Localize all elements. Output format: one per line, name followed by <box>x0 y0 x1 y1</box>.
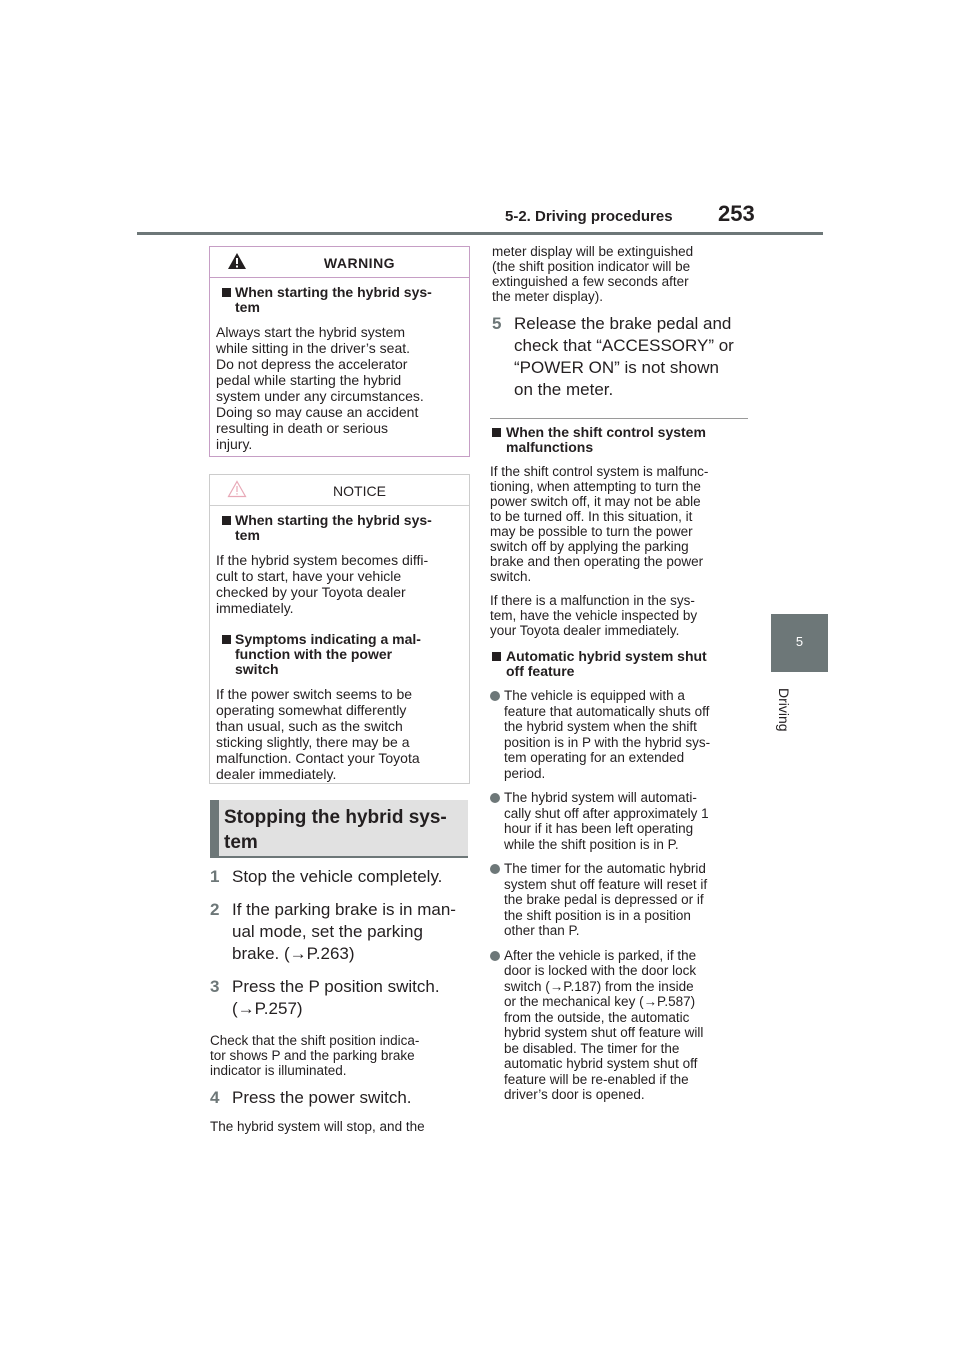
continued-text: meter display will be extinguished (the shift position indicator will be extinguished a few seconds after the meter display). <box>492 244 694 304</box>
page-number: 253 <box>718 201 755 226</box>
section-title: 5-2. Driving procedures <box>505 208 673 225</box>
step-number: 5 <box>492 314 502 333</box>
notice-subheading-text: Symptoms indicating a mal- function with the power switch <box>235 631 421 677</box>
notice-subheading-2 <box>216 632 463 677</box>
step-number: 4 <box>210 1088 220 1107</box>
step-text: Stop the vehicle completely. <box>232 867 443 886</box>
subheading-text: Automatic hybrid system shut off feature <box>506 648 707 679</box>
step-number: 3 <box>210 977 220 996</box>
shift-malfunction-subheading <box>490 425 752 455</box>
step-text: Press the P position switch. (→P.257) <box>232 977 440 1018</box>
bullet-item <box>490 790 752 852</box>
step-4 <box>210 1087 472 1109</box>
shift-malfunction-p1: If the shift control system is malfunc- tioning, when attempting to turn the power switch off, it may not be able to be turned off. In this situation, it may be possible to turn the power switch off by applying the parking brake and then operating the power switch. <box>490 464 709 584</box>
bullet-item <box>490 688 752 781</box>
bullet-text: The timer for the automatic hybrid system shut off feature will reset if the brake pedal is depressed or if the shift position is in a position other than P. <box>504 861 708 938</box>
notice-title: NOTICE <box>333 483 386 499</box>
bullet-dot-icon <box>490 864 500 874</box>
chapter-label-container <box>772 688 792 748</box>
step-text: Release the brake pedal and check that “ACCESSORY” or “POWER ON” is not shown on the meter. <box>514 314 734 399</box>
notice-body-2: If the power switch seems to be operating somewhat differently than usual, such as the switch sticking slightly, there may be a malfunction. Contact your Toyota dealer immediately. <box>216 686 420 782</box>
bullet-text: After the vehicle is parked, if the door is locked with the door lock switch (→P.187) from the inside or the mechanical key (→P.587) from the outside, the automatic hybrid system shut off feature will be disabled. The timer for the automatic hybrid system shut off feature will be re-enabled if the driver’s door is opened. <box>504 947 704 1102</box>
chapter-tab <box>771 614 828 672</box>
section-heading <box>210 800 468 858</box>
step-3 <box>210 976 472 1020</box>
step-4-note: The hybrid system will stop, and the <box>210 1119 425 1134</box>
square-bullet-icon <box>222 288 231 297</box>
warning-header <box>210 247 469 278</box>
auto-shutoff-subheading <box>490 649 752 679</box>
step-3-note: Check that the shift position indica- tor shows P and the parking brake indicator is illuminated. <box>210 1033 420 1078</box>
square-bullet-icon <box>492 428 501 437</box>
section-heading-text: Stopping the hybrid sys- tem <box>224 807 447 853</box>
col2-info <box>490 425 752 1103</box>
square-bullet-icon <box>222 516 231 525</box>
step-text: If the parking brake is in man- ual mode, set the parking brake. (→P.263) <box>232 900 456 963</box>
bullet-item <box>490 861 752 939</box>
col2-top <box>492 244 754 401</box>
warning-box <box>209 246 470 457</box>
bullet-item <box>490 948 752 1103</box>
notice-header <box>210 475 469 506</box>
warning-title: WARNING <box>323 255 396 271</box>
notice-body-1: If the hybrid system becomes diffi- cult to start, have your vehicle checked by your Toyota dealer immediately. <box>216 552 429 616</box>
step-2 <box>210 899 472 965</box>
steps-list <box>210 866 472 1134</box>
step-5 <box>492 313 754 401</box>
notice-subheading-text: When starting the hybrid sys- tem <box>235 512 432 543</box>
bullet-dot-icon <box>490 793 500 803</box>
chapter-number: 5 <box>795 634 804 649</box>
warning-subheading-text: When starting the hybrid sys- tem <box>235 284 432 315</box>
step-number: 1 <box>210 867 220 886</box>
warning-subheading <box>216 285 463 315</box>
chapter-label: Driving <box>776 688 792 732</box>
bullet-dot-icon <box>490 691 500 701</box>
notice-subheading-1 <box>216 513 463 543</box>
step-1 <box>210 866 472 888</box>
header-rule <box>137 232 823 235</box>
shift-malfunction-p2: If there is a malfunction in the sys- tem, have the vehicle inspected by your Toyota dealer immediately. <box>490 593 698 638</box>
square-bullet-icon <box>492 652 501 661</box>
divider <box>490 418 748 419</box>
notice-box <box>209 474 470 784</box>
heading-bar <box>210 800 219 856</box>
subheading-text: When the shift control system malfunctions <box>506 424 706 455</box>
bullet-dot-icon <box>490 951 500 961</box>
bullet-text: The hybrid system will automati- cally shut off after approximately 1 hour if it has been left operating while the shift position is in P. <box>504 790 709 852</box>
step-number: 2 <box>210 900 220 919</box>
step-text: Press the power switch. <box>232 1088 412 1107</box>
warning-body: Always start the hybrid system while sitting in the driver’s seat. Do not depress the accelerator pedal while starting the hybrid system under any circumstances. Doing so may cause an accident resulting in death or serious injury. <box>216 324 424 452</box>
bullet-text: The vehicle is equipped with a feature that automatically shuts off the hybrid system when the shift position is in P with the hybrid sys- tem operating for an extended period. <box>504 688 711 781</box>
square-bullet-icon <box>222 635 231 644</box>
